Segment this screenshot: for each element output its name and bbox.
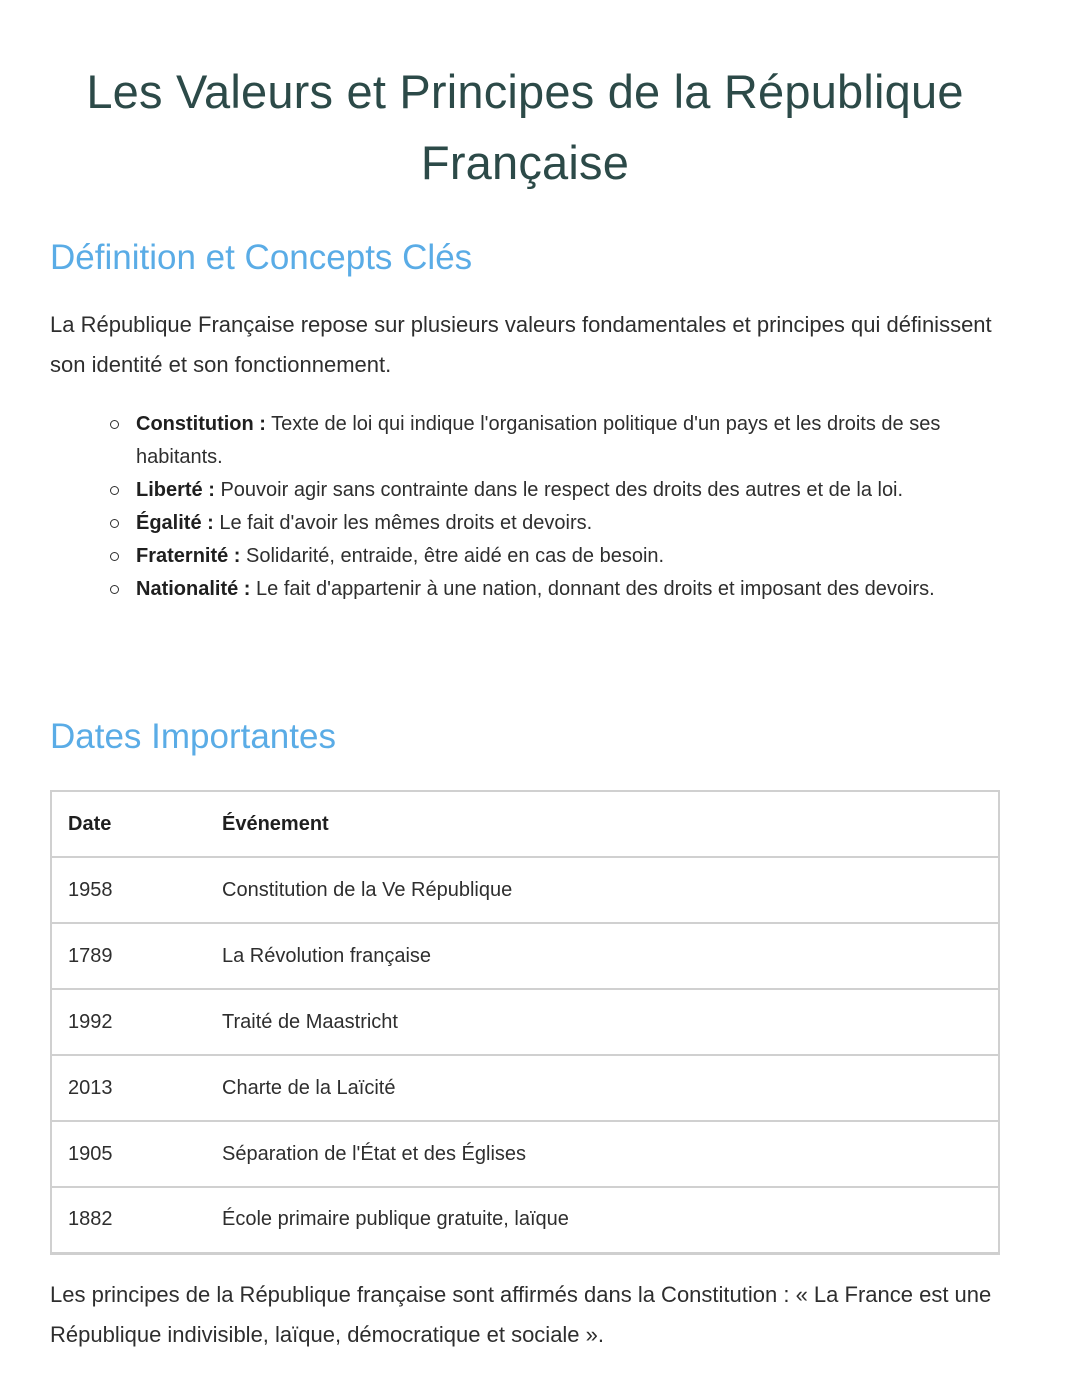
list-item	[136, 507, 996, 540]
page-title: Les Valeurs et Principes de la République Française	[86, 65, 964, 189]
term-definition: Texte de loi qui indique l'organisation politique d'un pays et les droits de ses habitants.	[136, 413, 941, 468]
circle-bullet-icon	[110, 552, 119, 561]
table-row	[51, 1187, 999, 1253]
column-header-event: Événement	[206, 791, 999, 857]
list-item	[136, 408, 996, 474]
section-heading-definitions: Définition et Concepts Clés	[50, 238, 473, 277]
cell-date: 1905	[51, 1121, 206, 1187]
term-label: Fraternité :	[136, 545, 241, 567]
cell-date: 1992	[51, 989, 206, 1055]
cell-date: 1882	[51, 1187, 206, 1253]
list-item	[136, 540, 996, 573]
table-row	[51, 1055, 999, 1121]
column-header-date: Date	[51, 791, 206, 857]
term-definition: Pouvoir agir sans contrainte dans le respect des droits des autres et de la loi.	[214, 479, 904, 501]
intro-paragraph: La République Française repose sur plusieurs valeurs fondamentales et principes qui définissent son identité et son fonctionnement.	[50, 312, 992, 377]
term-definition: Le fait d'avoir les mêmes droits et devoirs.	[213, 512, 593, 534]
circle-bullet-icon	[110, 585, 119, 594]
conclusion-paragraph: Les principes de la République française sont affirmés dans la Constitution : « La France est une République indivisible, laïque, démocratique et sociale ».	[50, 1282, 992, 1347]
cell-event: Séparation de l'État et des Églises	[206, 1121, 999, 1187]
cell-date: 1789	[51, 923, 206, 989]
term-label: Constitution :	[136, 413, 266, 435]
dates-table	[50, 790, 1000, 1255]
circle-bullet-icon	[110, 420, 119, 429]
cell-date: 2013	[51, 1055, 206, 1121]
list-item	[136, 474, 996, 507]
cell-event: École primaire publique gratuite, laïque	[206, 1187, 999, 1253]
cell-date: 1958	[51, 857, 206, 923]
cell-event: La Révolution française	[206, 923, 999, 989]
cell-event: Traité de Maastricht	[206, 989, 999, 1055]
circle-bullet-icon	[110, 486, 119, 495]
concepts-list	[136, 408, 996, 606]
table-header-row	[51, 791, 999, 857]
term-label: Liberté :	[136, 479, 215, 501]
section-heading-dates: Dates Importantes	[50, 717, 336, 756]
term-definition: Le fait d'appartenir à une nation, donnant des droits et imposant des devoirs.	[250, 578, 935, 600]
table-row	[51, 857, 999, 923]
table-row	[51, 923, 999, 989]
table-row	[51, 1121, 999, 1187]
term-definition: Solidarité, entraide, être aidé en cas de besoin.	[240, 545, 665, 567]
list-item	[136, 573, 996, 606]
cell-event: Charte de la Laïcité	[206, 1055, 999, 1121]
term-label: Égalité :	[136, 512, 214, 534]
table-row	[51, 989, 999, 1055]
cell-event: Constitution de la Ve République	[206, 857, 999, 923]
term-label: Nationalité :	[136, 578, 251, 600]
circle-bullet-icon	[110, 519, 119, 528]
